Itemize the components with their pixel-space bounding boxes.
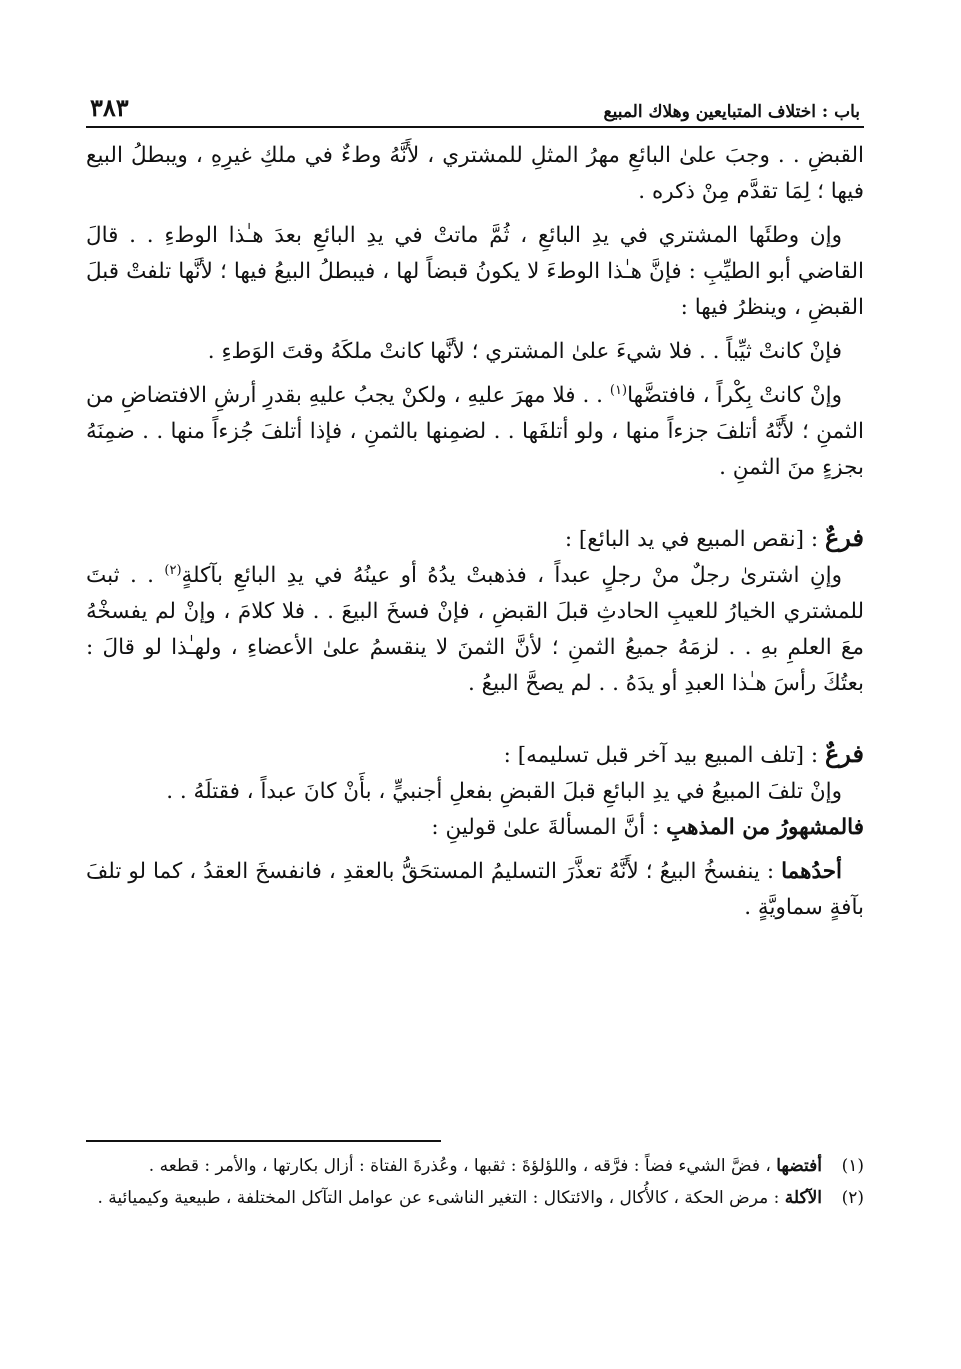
paragraph-7-text: : أنَّ المسألةَ علىٰ قولينِ : xyxy=(431,815,667,840)
chapter-title: باب : اختلاف المتبايعين وهلاك المبيع xyxy=(603,102,860,122)
paragraph-1: القبضِ . . وجبَ علىٰ البائعِ مهرُ المثلِ للمشتري ، لأَنَّهُ وطءٌ في ملكِ غيرِهِ ، ويبطلُ البيع فيها ؛ لِمَا تقدَّم مِنْ ذكره . xyxy=(86,143,864,204)
paragraph-8-bold: أحدُهما xyxy=(781,859,842,884)
footnote-term: أفتضها xyxy=(776,1156,822,1176)
footnotes xyxy=(86,1152,864,1216)
section-label: فرعٌ xyxy=(824,523,864,552)
paragraph-5-part-2: . . ثبتَ للمشتري الخيارُ للعيبِ الحادثِ قبلَ القبضِ ، فإنْ فسخَ البيعَ . . فلا كلامَ ، وإنْ لم يفسخْهُ معَ العلمِ بهِ . . لزمَهُ جميعُ الثمنِ ؛ لأنَّ الثمنَ لا ينقسمُ علىٰ الأعضاءِ ، ولهـٰذا لو قالَ : بعتُكَ رأسَ هـٰذا العبدِ أو يدَهُ . . لم يصحَّ البيعُ . xyxy=(86,563,864,696)
paragraph-3: فإنْ كانتْ ثيِّباً . . فلا شيءَ علىٰ المشتري ؛ لأنَّها كانتْ ملكَهُ وقتَ الوَطءِ . xyxy=(207,339,842,364)
book-page xyxy=(86,84,864,1208)
running-header xyxy=(86,84,864,128)
paragraph-6: وإنْ تلفَ المبيعُ في يدِ البائعِ قبلَ القبضِ بفعلِ أجنبيٍّ ، بأَنْ كانَ عبداً ، فقتلَهُ . . xyxy=(166,779,842,804)
section-title: : [نقص المبيع في يد البائع] : xyxy=(564,527,825,552)
footnote-2 xyxy=(86,1184,864,1212)
footnote-ref-1[interactable]: (١) xyxy=(609,382,628,398)
footnote-text xyxy=(86,1152,822,1180)
paragraph-7 xyxy=(86,810,864,846)
paragraph-8 xyxy=(86,854,864,926)
paragraph-5 xyxy=(86,558,864,702)
footnote-number: (٢) xyxy=(841,1188,864,1208)
paragraph-2: وإن وطئَها المشتري في يدِ البائعِ ، ثُمَّ ماتتْ في يدِ البائعِ بعدَ هـٰذا الوطءِ . . قالَ القاضي أبو الطيِّبِ : فإنَّ هـٰذا الوطءَ لا يكونُ قبضاً لها ، فيبطلُ البيعُ فيها ؛ لأنَّها تلفتْ قبلَ القبضِ ، وينظرُ فيها : xyxy=(86,223,864,320)
footnote-1 xyxy=(86,1152,864,1180)
paragraph-8-text: : ينفسخُ البيعُ ؛ لأَنَّهُ تعذَّرَ التسليمُ المستحَقُّ بالعقدِ ، فانفسخَ العقدُ ، كما لو تلفَ بآفةٍ سماويَّةٍ . xyxy=(86,859,864,920)
section-title: : [تلف المبيع بيد آخر قبل تسليمه] : xyxy=(503,743,825,768)
footnote-number: (١) xyxy=(841,1156,864,1176)
footnote-definition: : مرض الحكة ، كالأُكال ، والائتكال : التغير الناشىء عن عوامل التآكل المختلفة ، طبيعية وكيميائية . xyxy=(97,1188,785,1208)
footnote-definition: ، فضَّ الشيء فضاً : فرَّقه ، واللؤلؤةَ : ثقبها ، وعُذرةَ الفتاة : أزال بكارتها ، والأمر : قطعه . xyxy=(148,1156,777,1176)
footnote-divider xyxy=(86,1140,441,1142)
paragraph-4-part-1: وإنْ كانتْ بِكْراً ، فافتضَّها xyxy=(627,383,843,408)
page-number: ٣٨٣ xyxy=(90,93,129,122)
footnote-term: الآكلة xyxy=(784,1188,822,1208)
section-heading-1 xyxy=(86,520,864,558)
paragraph-7-bold: فالمشهورُ من المذهبِ xyxy=(666,815,864,840)
section-heading-2 xyxy=(86,736,864,774)
paragraph-4-part-2: . . فلا مهرَ عليهِ ، ولكنْ يجبُ عليهِ بقدرِ أرشِ الافتضاضِ من الثمنِ ؛ لأَنَّهُ أتلفَ جزءاً منها ، ولو أتلفَها . . لضمِنها بالثمنِ ، فإذا أتلفَ جُزءاً منها . . ضمِنَهُ بجزءٍ منَ الثمنِ . xyxy=(86,383,864,480)
footnote-text xyxy=(86,1184,822,1212)
paragraph-5-part-1: وإنِ اشترىٰ رجلٌ منْ رجلٍ عبداً ، فذهبتْ يدُهُ أو عينُهُ في يدِ البائعِ بآكلةٍ xyxy=(181,563,842,588)
footnote-ref-2[interactable]: (٢) xyxy=(164,562,182,578)
section-label: فرعٌ xyxy=(824,739,864,768)
paragraph-4 xyxy=(86,378,864,486)
main-text xyxy=(86,138,864,926)
